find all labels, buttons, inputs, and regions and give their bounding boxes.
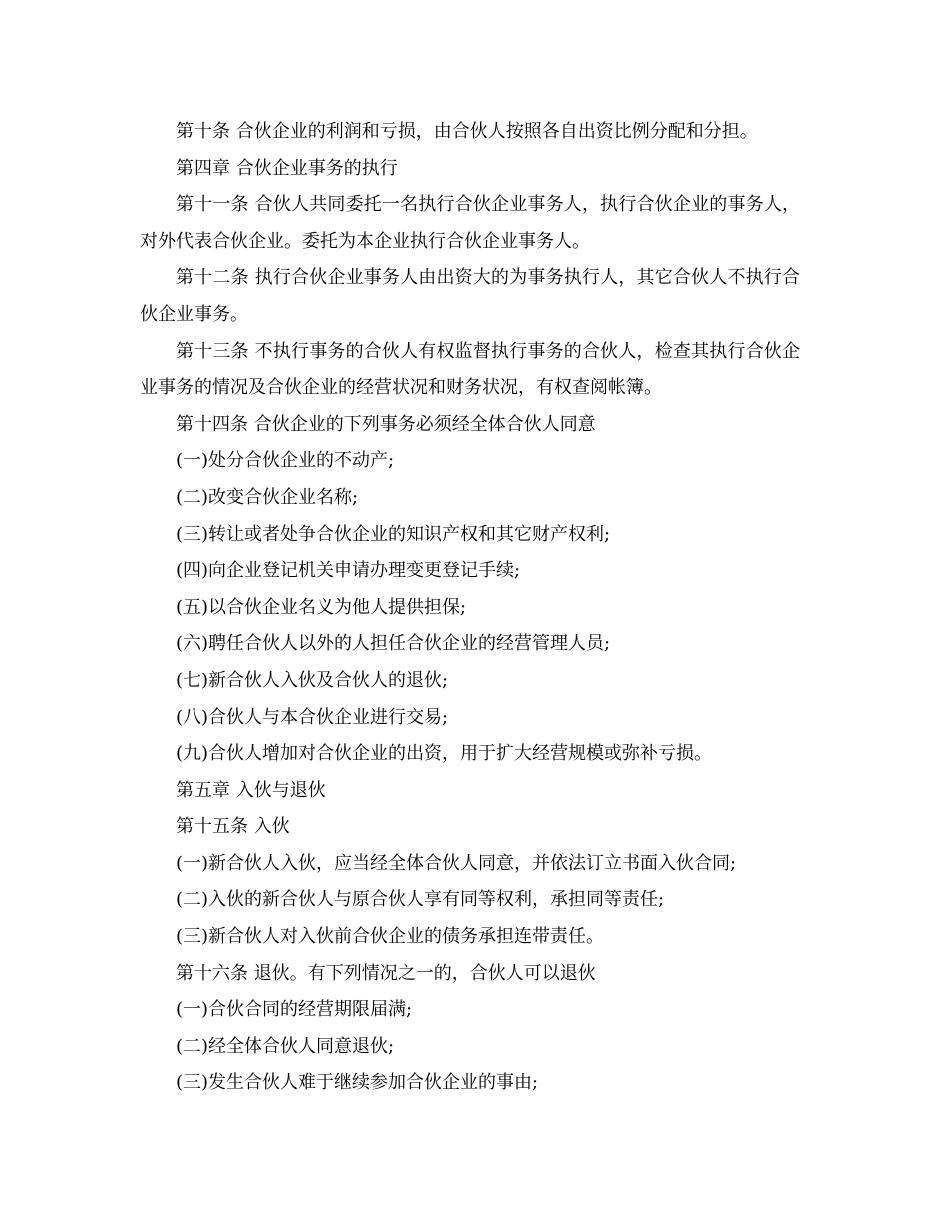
paragraph: 第十三条 不执行事务的合伙人有权监督执行事务的合伙人，检查其执行合伙企业事务的情况及合伙企业的经营状况和财务状况，有权查阅帐簿。 bbox=[140, 340, 800, 399]
paragraph: 第十一条 合伙人共同委托一名执行合伙企业事务人，执行合伙企业的事务人，对外代表合伙企业。委托为本企业执行合伙企业事务人。 bbox=[140, 194, 800, 252]
paragraph: 第十六条 退伙。有下列情况之一的，合伙人可以退伙 bbox=[176, 962, 596, 984]
list-item: (四)向企业登记机关申请办理变更登记手续; bbox=[176, 560, 521, 582]
list-item: (七)新合伙人入伙及合伙人的退伙; bbox=[176, 669, 449, 691]
document-body bbox=[140, 114, 800, 1102]
paragraph: 第十二条 执行合伙企业事务人由出资大的为事务执行人，其它合伙人不执行合伙企业事务。 bbox=[140, 267, 800, 325]
list-item: (九)合伙人增加对合伙企业的出资，用于扩大经营规模或弥补亏损。 bbox=[176, 743, 713, 765]
paragraph: 第十五条 入伙 bbox=[176, 816, 290, 838]
list-item: (一)新合伙人入伙，应当经全体合伙人同意，并依法订立书面入伙合同; bbox=[176, 852, 737, 874]
list-item: (八)合伙人与本合伙企业进行交易; bbox=[176, 706, 449, 728]
paragraph: 第十四条 合伙企业的下列事务必须经全体合伙人同意 bbox=[176, 413, 596, 435]
list-item: (一)处分合伙企业的不动产; bbox=[176, 450, 395, 472]
list-item: (五)以合伙企业名义为他人提供担保; bbox=[176, 596, 467, 618]
chapter-heading: 第五章 入伙与退伙 bbox=[176, 779, 326, 801]
paragraph: 第十条 合伙企业的利润和亏损，由合伙人按照各自出资比例分配和分担。 bbox=[176, 121, 758, 142]
list-item: (三)转让或者处争合伙企业的知识产权和其它财产权利; bbox=[176, 523, 611, 545]
list-item: (一)合伙合同的经营期限届满; bbox=[176, 999, 413, 1021]
list-item: (二)经全体合伙人同意退伙; bbox=[176, 1035, 395, 1057]
list-item: (六)聘任合伙人以外的人担任合伙企业的经营管理人员; bbox=[176, 633, 611, 655]
list-item: (三)发生合伙人难于继续参加合伙企业的事由; bbox=[176, 1072, 539, 1094]
list-item: (二)入伙的新合伙人与原合伙人享有同等权利，承担同等责任; bbox=[176, 889, 665, 911]
chapter-heading: 第四章 合伙企业事务的执行 bbox=[176, 157, 398, 179]
list-item: (三)新合伙人对入伙前合伙企业的债务承担连带责任。 bbox=[176, 926, 605, 948]
list-item: (二)改变合伙企业名称; bbox=[176, 486, 359, 508]
